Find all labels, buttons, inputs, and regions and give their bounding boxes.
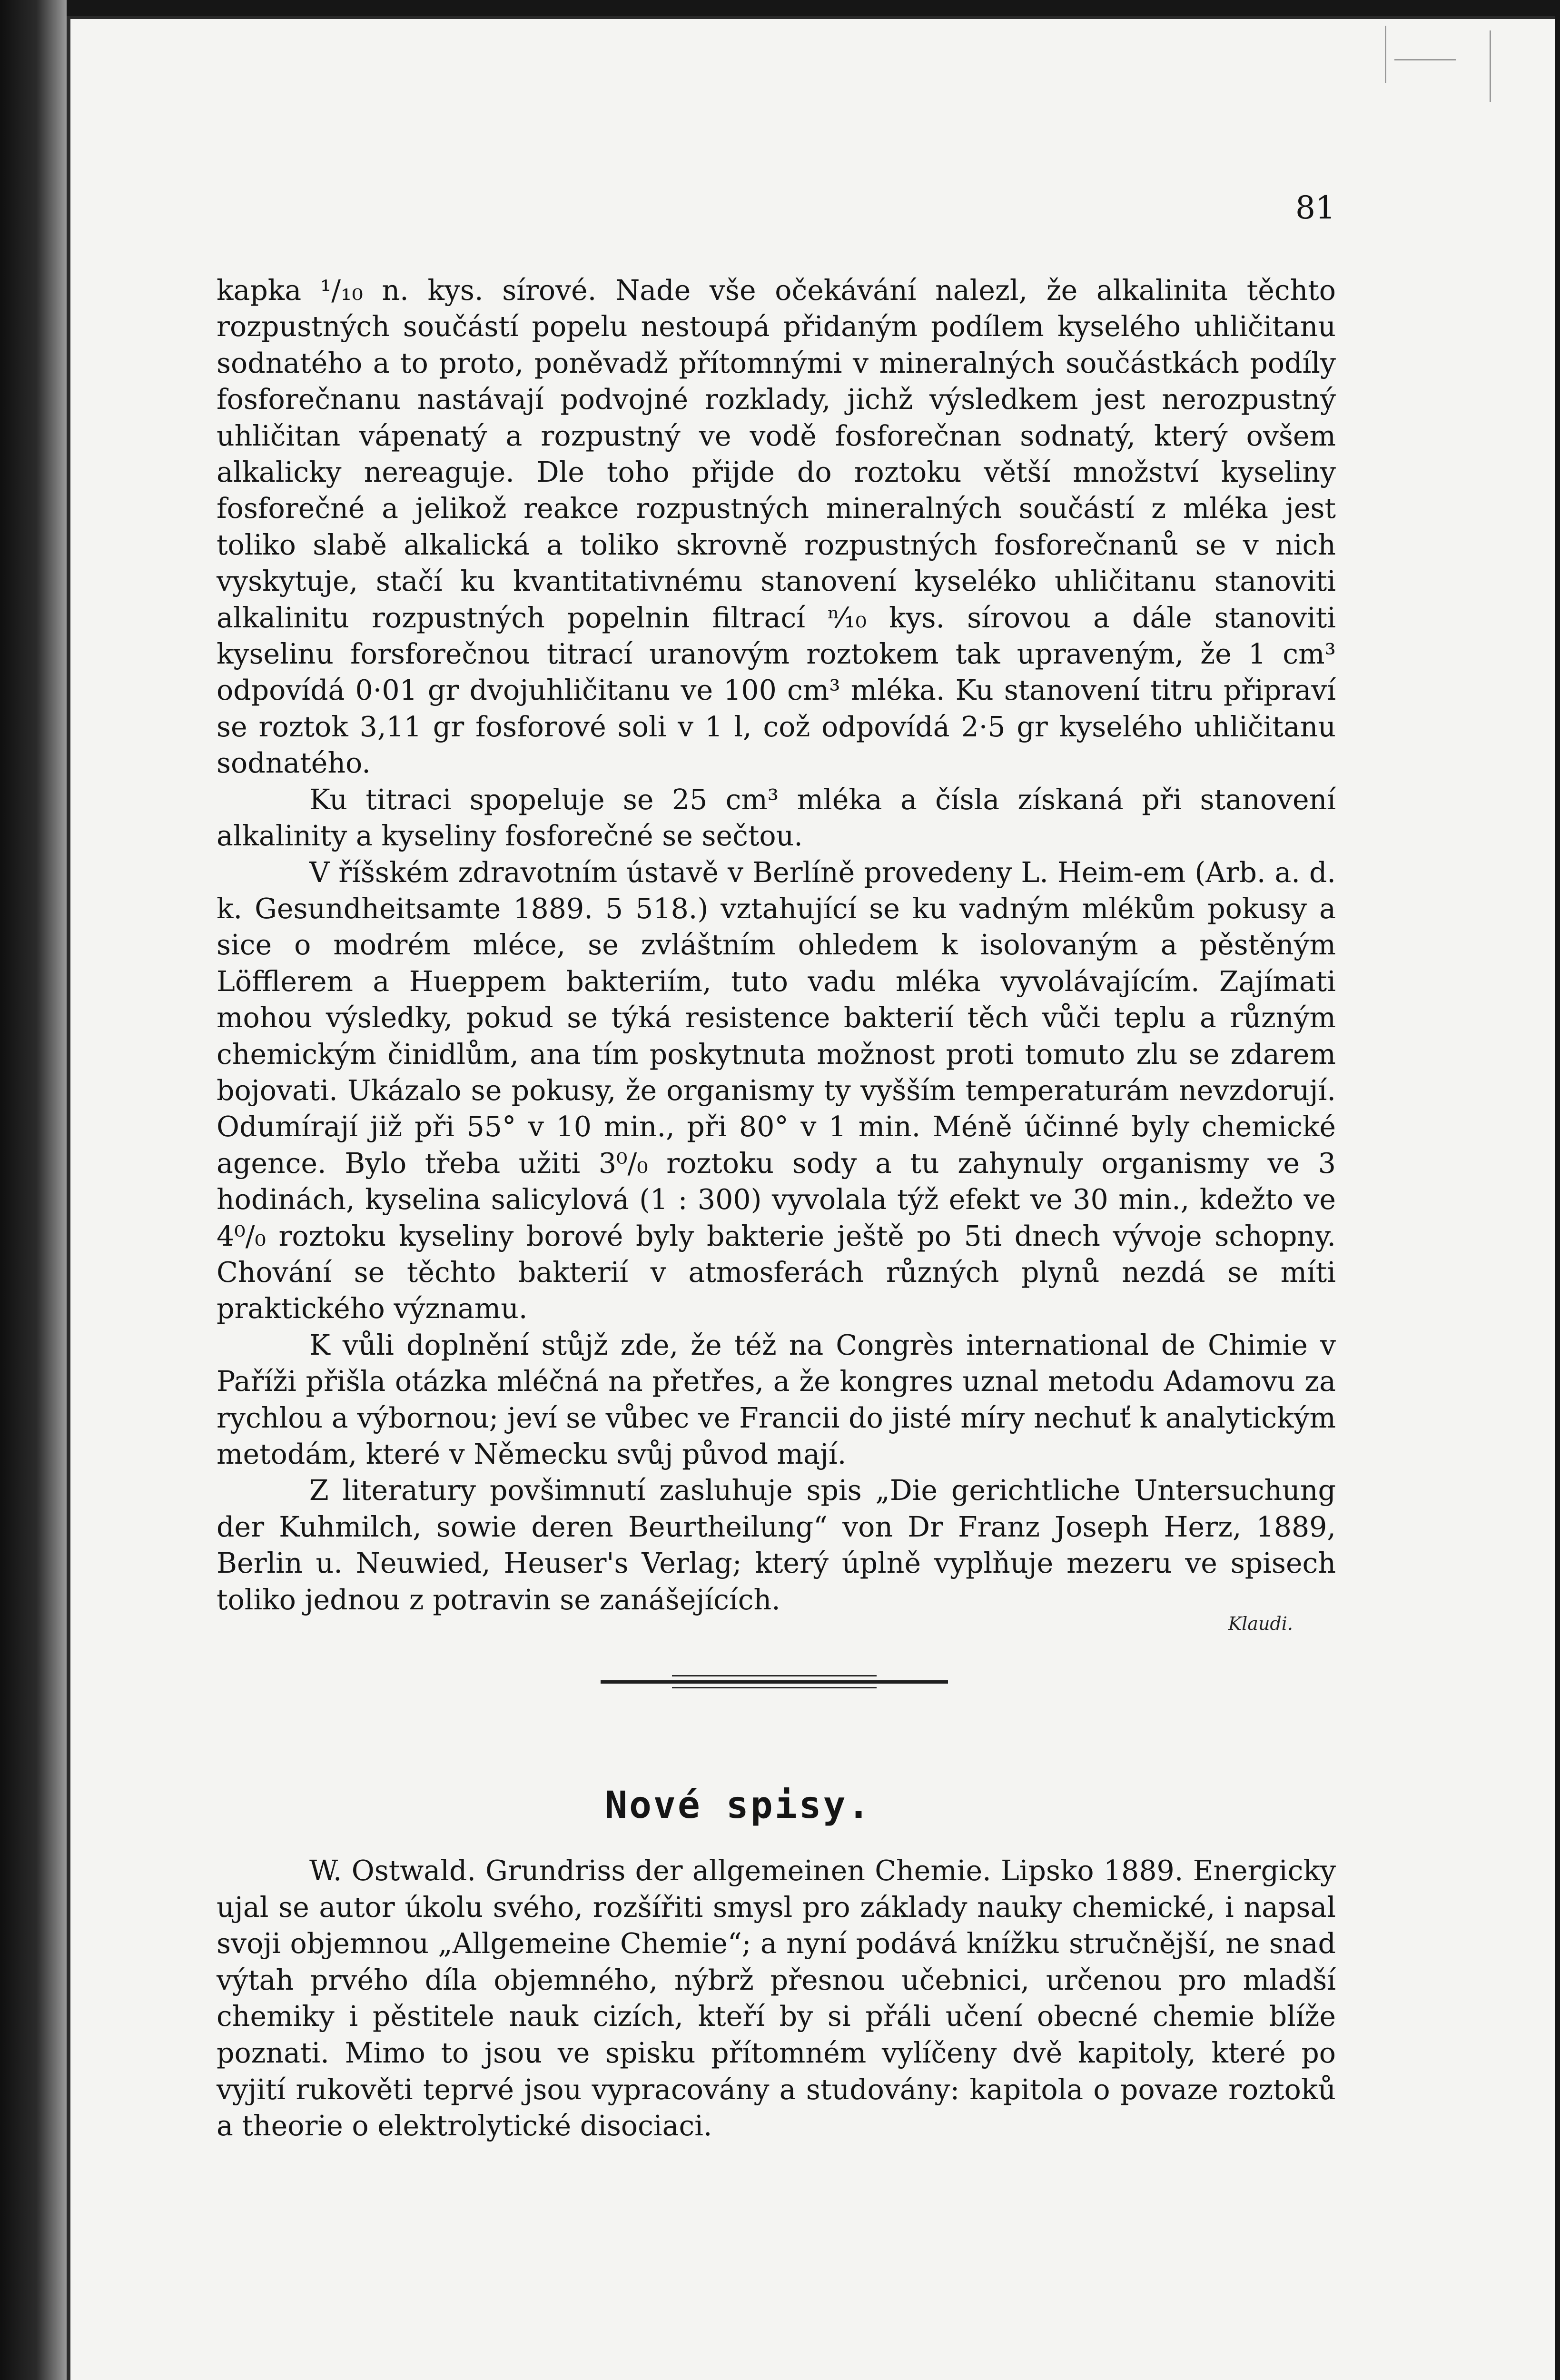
page-number: 81 <box>1295 189 1335 226</box>
article-paragraph: V říšském zdravotním ústavě v Berlíně provedeny L. Heim-em (Arb. a. d. k. Gesundheitsamte 1889. 5 518.) vztahující se ku vadným mlékům pokusy a sice o modrém mléce, se zvláštním ohledem k isolovaným a pěstěným Löfflerem a Hueppem bakteriím, tuto vadu mléka vyvolávajícím. Zajímati mohou výsledky, pokud se týká resistence bakterií těch vůči teplu a různým chemickým činidlům, ana tím poskytnuta možnost proti tomuto zlu se zdarem bojovati. Ukázalo se pokusy, že organismy ty vyšším temperaturám nevzdorují. Odumírají již při 55° v 10 min., při 80° v 1 min. Méně účinné byly chemické agence. Bylo třeba užiti 3⁰/₀ roztoku sody a tu zahynuly organismy ve 3 hodinách, kyselina salicylová (1 : 300) vyvolala týž efekt ve 30 min., kdežto ve 4⁰/₀ roztoku kyseliny borové byly bakterie ještě po 5ti dnech vývoje schopny. Chování se těchto bakterií v atmosferách různých plynů nezdá se míti praktického významu. <box>217 856 1336 1325</box>
article-paragraph: Z literatury povšimnutí zasluhuje spis „Die gerichtliche Untersuchung der Kuhmilch, sowie deren Beurtheilung“ von Dr Franz Joseph Herz, 1889, Berlin u. Neuwied, Heuser's Verlag; který úplně vyplňuje mezeru ve spisech toliko jednou z potravin se zanášejících. <box>217 1474 1336 1616</box>
section-heading: Nové spisy. <box>605 1784 872 1827</box>
author-signature: Klaudi. <box>1228 1613 1293 1635</box>
edge-mark <box>1394 59 1456 60</box>
article-paragraph: Ku titraci spopeluje se 25 cm³ mléka a čísla získaná při stanovení alkalinity a kyseliny fosforečné se sečtou. <box>217 783 1336 853</box>
article-paragraph: K vůli doplnění stůjž zde, že též na Congrès international de Chimie v Paříži přišla otázka mléčná na přetřes, a že kongres uznal metodu Adamovu za rychlou a výbornou; jeví se vůbec ve Francii do jisté míry nechuť k analytickým metodám, které v Německu svůj původ mají. <box>217 1329 1336 1470</box>
edge-mark <box>1385 26 1386 83</box>
section-divider <box>601 1675 948 1688</box>
review-paragraph: W. Ostwald. Grundriss der allgemeinen Chemie. Lipsko 1889. Energicky ujal se autor úkolu svého, rozšířiti smysl pro základy nauky chemické, i napsal svoji objemnou „Allgemeine Chemie“; a nyní podává knížku stručnější, ne snad výtah prvého díla objemného, nýbrž přesnou učebnici, určenou pro mladší chemiky i pěstitele nauk cizích, kteří by si přáli učení obecné chemie blíže poznati. Mimo to jsou ve spisku přítomném vylíčeny dvě kapitoly, které po vyjití rukověti teprvé jsou vypracovány a studovány: kapitola o povaze roztoků a theorie o elektrolytické disociaci. <box>217 1854 1336 2142</box>
book-review <box>217 1853 1336 2144</box>
edge-mark <box>1490 30 1491 102</box>
article-paragraph: kapka ¹/₁₀ n. kys. sírové. Nade vše očekávání nalezl, že alkalinita těchto rozpustných součástí popelu nestoupá přidaným podílem kyselého uhličitanu sodnatého a to proto, poněvadž přítomnými v mineralných součástkách podíly fosforečnanu nastávají podvojné rozklady, jichž výsledkem jest nerozpustný uhličitan vápenatý a rozpustný ve vodě fosforečnan sodnatý, který ovšem alkalicky nereaguje. Dle toho přijde do roztoku větší množství kyseliny fosforečné a jelikož reakce rozpustných mineralných součástí z mléka jest toliko slabě alkalická a toliko skrovně rozpustných fosforečnanů se v nich vyskytuje, stačí ku kvantitativnému stanovení kyseléko uhličitanu stanoviti alkalinitu rozpustných popelnin filtrací ⁿ⁄₁₀ kys. sírovou a dále stanoviti kyselinu forsforečnou titrací uranovým roztokem tak upraveným, že 1 cm³ odpovídá 0·01 gr dvojuhličitanu ve 100 cm³ mléka. Ku stanovení titru připraví se roztok 3,11 gr fosforové soli v 1 l, což odpovídá 2·5 gr kyselého uhličitanu sodnatého. <box>217 274 1336 780</box>
article-body <box>217 272 1336 1633</box>
book-gutter <box>0 0 67 2380</box>
